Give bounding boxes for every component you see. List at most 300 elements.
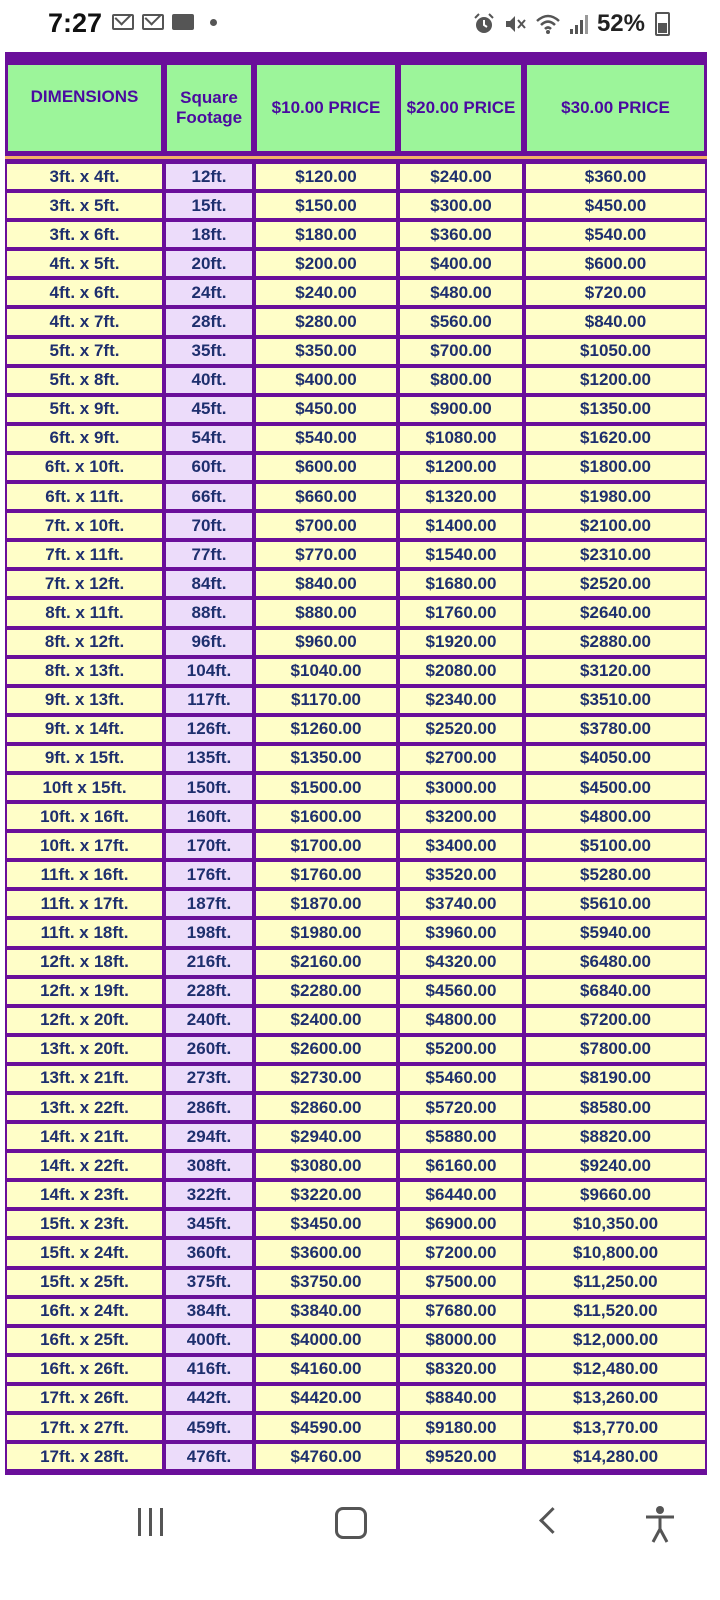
table-row: [5, 395, 707, 424]
table-row: [5, 249, 707, 278]
dimensions-cell: 4ft. x 5ft.: [5, 249, 164, 278]
square-footage-cell: 35ft.: [164, 337, 254, 366]
price-30-cell: $5280.00: [524, 860, 707, 889]
table-row: [5, 598, 707, 627]
price-30-cell: $2880.00: [524, 628, 707, 657]
price-20-cell: $1680.00: [398, 569, 524, 598]
price-30-cell: $7200.00: [524, 1006, 707, 1035]
price-30-cell: $2100.00: [524, 511, 707, 540]
price-20-cell: $240.00: [398, 162, 524, 191]
table-row: [5, 889, 707, 918]
square-footage-cell: 416ft.: [164, 1355, 254, 1384]
dimensions-cell: 13ft. x 21ft.: [5, 1064, 164, 1093]
table-row: [5, 715, 707, 744]
table-row: [5, 278, 707, 307]
table-row: [5, 1064, 707, 1093]
dimensions-cell: 12ft. x 20ft.: [5, 1006, 164, 1035]
price-30-cell: $4800.00: [524, 802, 707, 831]
dimensions-cell: 14ft. x 22ft.: [5, 1151, 164, 1180]
price-10-cell: $3750.00: [254, 1268, 398, 1297]
table-row: [5, 220, 707, 249]
dimensions-cell: 7ft. x 12ft.: [5, 569, 164, 598]
dimensions-cell: 15ft. x 25ft.: [5, 1268, 164, 1297]
dimensions-cell: 9ft. x 15ft.: [5, 744, 164, 773]
table-body: [5, 154, 707, 1471]
price-20-cell: $900.00: [398, 395, 524, 424]
table-row: [5, 511, 707, 540]
dimensions-cell: 16ft. x 24ft.: [5, 1297, 164, 1326]
price-20-cell: $5720.00: [398, 1093, 524, 1122]
table-row: [5, 1151, 707, 1180]
price-10-cell: $1350.00: [254, 744, 398, 773]
price-20-cell: $2340.00: [398, 686, 524, 715]
dimensions-cell: 6ft. x 10ft.: [5, 453, 164, 482]
price-10-cell: $1700.00: [254, 831, 398, 860]
price-10-cell: $700.00: [254, 511, 398, 540]
table-row: [5, 337, 707, 366]
price-20-cell: $2080.00: [398, 657, 524, 686]
square-footage-cell: 170ft.: [164, 831, 254, 860]
price-30-cell: $1800.00: [524, 453, 707, 482]
price-10-cell: $1260.00: [254, 715, 398, 744]
square-footage-cell: 104ft.: [164, 657, 254, 686]
price-30-cell: $3120.00: [524, 657, 707, 686]
price-20-cell: $4560.00: [398, 977, 524, 1006]
price-table-container: [5, 52, 707, 1475]
dimensions-cell: 5ft. x 9ft.: [5, 395, 164, 424]
square-footage-cell: 375ft.: [164, 1268, 254, 1297]
square-footage-cell: 240ft.: [164, 1006, 254, 1035]
price-10-cell: $4000.00: [254, 1326, 398, 1355]
square-footage-cell: 187ft.: [164, 889, 254, 918]
square-footage-cell: 96ft.: [164, 628, 254, 657]
dimensions-cell: 10ft x 15ft.: [5, 773, 164, 802]
price-30-cell: $11,250.00: [524, 1268, 707, 1297]
table-row: [5, 918, 707, 947]
table-row: [5, 1268, 707, 1297]
price-30-cell: $5100.00: [524, 831, 707, 860]
wifi-icon: [535, 13, 561, 35]
dimensions-cell: 11ft. x 16ft.: [5, 860, 164, 889]
square-footage-cell: 18ft.: [164, 220, 254, 249]
dimensions-cell: 7ft. x 10ft.: [5, 511, 164, 540]
price-20-cell: $6160.00: [398, 1151, 524, 1180]
back-icon[interactable]: [539, 1507, 566, 1534]
status-time: 7:27: [48, 8, 103, 38]
price-30-cell: $12,480.00: [524, 1355, 707, 1384]
dimensions-cell: 17ft. x 26ft.: [5, 1384, 164, 1413]
dimensions-cell: 17ft. x 28ft.: [5, 1442, 164, 1471]
table-row: [5, 1297, 707, 1326]
price-10-cell: $540.00: [254, 424, 398, 453]
price-30-cell: $1620.00: [524, 424, 707, 453]
table-row: [5, 628, 707, 657]
signal-icon: [569, 13, 589, 35]
dimensions-cell: 5ft. x 8ft.: [5, 366, 164, 395]
dimensions-cell: 12ft. x 18ft.: [5, 948, 164, 977]
price-10-cell: $2160.00: [254, 948, 398, 977]
table-row: [5, 831, 707, 860]
square-footage-cell: 70ft.: [164, 511, 254, 540]
square-footage-cell: 45ft.: [164, 395, 254, 424]
price-20-cell: $6900.00: [398, 1209, 524, 1238]
price-20-cell: $2700.00: [398, 744, 524, 773]
square-footage-cell: 126ft.: [164, 715, 254, 744]
table-row: [5, 1006, 707, 1035]
price-table: [5, 62, 707, 1471]
square-footage-cell: 260ft.: [164, 1035, 254, 1064]
table-row: [5, 569, 707, 598]
table-row: [5, 1442, 707, 1471]
header-dimensions: DIMENSIONS: [5, 62, 164, 154]
square-footage-cell: 20ft.: [164, 249, 254, 278]
notification-icons: [112, 14, 217, 30]
price-20-cell: $4320.00: [398, 948, 524, 977]
square-footage-cell: 150ft.: [164, 773, 254, 802]
price-30-cell: $12,000.00: [524, 1326, 707, 1355]
price-10-cell: $1760.00: [254, 860, 398, 889]
price-30-cell: $10,800.00: [524, 1238, 707, 1267]
price-30-cell: $720.00: [524, 278, 707, 307]
price-10-cell: $1870.00: [254, 889, 398, 918]
price-10-cell: $3450.00: [254, 1209, 398, 1238]
price-20-cell: $1320.00: [398, 482, 524, 511]
dimensions-cell: 4ft. x 7ft.: [5, 307, 164, 336]
square-footage-cell: 228ft.: [164, 977, 254, 1006]
table-row: [5, 482, 707, 511]
price-10-cell: $1040.00: [254, 657, 398, 686]
dimensions-cell: 5ft. x 7ft.: [5, 337, 164, 366]
email-icon: [172, 14, 194, 30]
table-row: [5, 424, 707, 453]
price-30-cell: $13,770.00: [524, 1413, 707, 1442]
price-30-cell: $1050.00: [524, 337, 707, 366]
price-30-cell: $6480.00: [524, 948, 707, 977]
table-row: [5, 1238, 707, 1267]
dimensions-cell: 11ft. x 18ft.: [5, 918, 164, 947]
square-footage-cell: 176ft.: [164, 860, 254, 889]
table-row: [5, 948, 707, 977]
dimensions-cell: 8ft. x 12ft.: [5, 628, 164, 657]
price-20-cell: $7680.00: [398, 1297, 524, 1326]
gmail-icon: [142, 14, 164, 30]
square-footage-cell: 15ft.: [164, 191, 254, 220]
dimensions-cell: 7ft. x 11ft.: [5, 540, 164, 569]
price-10-cell: $4160.00: [254, 1355, 398, 1384]
price-20-cell: $400.00: [398, 249, 524, 278]
square-footage-cell: 273ft.: [164, 1064, 254, 1093]
dimensions-cell: 15ft. x 24ft.: [5, 1238, 164, 1267]
battery-icon: [655, 12, 670, 36]
price-10-cell: $1600.00: [254, 802, 398, 831]
price-30-cell: $13,260.00: [524, 1384, 707, 1413]
navigation-bar: [0, 1475, 720, 1600]
price-10-cell: $280.00: [254, 307, 398, 336]
square-footage-cell: 459ft.: [164, 1413, 254, 1442]
price-20-cell: $6440.00: [398, 1180, 524, 1209]
price-10-cell: $4420.00: [254, 1384, 398, 1413]
table-row: [5, 860, 707, 889]
price-10-cell: $3080.00: [254, 1151, 398, 1180]
price-30-cell: $10,350.00: [524, 1209, 707, 1238]
price-10-cell: $2600.00: [254, 1035, 398, 1064]
price-10-cell: $880.00: [254, 598, 398, 627]
price-20-cell: $360.00: [398, 220, 524, 249]
dimensions-cell: 8ft. x 11ft.: [5, 598, 164, 627]
price-30-cell: $5610.00: [524, 889, 707, 918]
table-row: [5, 1122, 707, 1151]
price-30-cell: $8820.00: [524, 1122, 707, 1151]
table-row: [5, 744, 707, 773]
square-footage-cell: 60ft.: [164, 453, 254, 482]
price-10-cell: $4760.00: [254, 1442, 398, 1471]
price-10-cell: $240.00: [254, 278, 398, 307]
dimensions-cell: 6ft. x 9ft.: [5, 424, 164, 453]
table-row: [5, 1384, 707, 1413]
price-30-cell: $8190.00: [524, 1064, 707, 1093]
price-20-cell: $3200.00: [398, 802, 524, 831]
price-30-cell: $7800.00: [524, 1035, 707, 1064]
table-row: [5, 1093, 707, 1122]
price-20-cell: $9520.00: [398, 1442, 524, 1471]
price-30-cell: $11,520.00: [524, 1297, 707, 1326]
square-footage-cell: 442ft.: [164, 1384, 254, 1413]
price-20-cell: $8840.00: [398, 1384, 524, 1413]
price-30-cell: $360.00: [524, 162, 707, 191]
price-10-cell: $1170.00: [254, 686, 398, 715]
price-30-cell: $2520.00: [524, 569, 707, 598]
notification-dot-icon: [210, 19, 217, 26]
table-row: [5, 540, 707, 569]
price-10-cell: $450.00: [254, 395, 398, 424]
table-row: [5, 773, 707, 802]
table-row: [5, 453, 707, 482]
price-10-cell: $120.00: [254, 162, 398, 191]
price-10-cell: $2400.00: [254, 1006, 398, 1035]
price-20-cell: $1080.00: [398, 424, 524, 453]
table-row: [5, 802, 707, 831]
square-footage-cell: 384ft.: [164, 1297, 254, 1326]
header-price-30: $30.00 PRICE: [524, 62, 707, 154]
price-20-cell: $1200.00: [398, 453, 524, 482]
price-20-cell: $7500.00: [398, 1268, 524, 1297]
price-20-cell: $560.00: [398, 307, 524, 336]
table-row: [5, 191, 707, 220]
price-30-cell: $3780.00: [524, 715, 707, 744]
price-30-cell: $9660.00: [524, 1180, 707, 1209]
separator-cell: [5, 154, 707, 162]
price-20-cell: $800.00: [398, 366, 524, 395]
square-footage-cell: 88ft.: [164, 598, 254, 627]
square-footage-cell: 117ft.: [164, 686, 254, 715]
price-30-cell: $6840.00: [524, 977, 707, 1006]
dimensions-cell: 4ft. x 6ft.: [5, 278, 164, 307]
price-20-cell: $8320.00: [398, 1355, 524, 1384]
dimensions-cell: 15ft. x 23ft.: [5, 1209, 164, 1238]
dimensions-cell: 12ft. x 19ft.: [5, 977, 164, 1006]
price-30-cell: $540.00: [524, 220, 707, 249]
dimensions-cell: 13ft. x 20ft.: [5, 1035, 164, 1064]
accessibility-icon[interactable]: [644, 1505, 676, 1543]
price-20-cell: $1540.00: [398, 540, 524, 569]
gmail-icon: [112, 14, 134, 30]
price-30-cell: $9240.00: [524, 1151, 707, 1180]
price-20-cell: $1400.00: [398, 511, 524, 540]
price-30-cell: $14,280.00: [524, 1442, 707, 1471]
square-footage-cell: 308ft.: [164, 1151, 254, 1180]
price-10-cell: $400.00: [254, 366, 398, 395]
mute-icon: [503, 13, 527, 35]
dimensions-cell: 10ft. x 17ft.: [5, 831, 164, 860]
price-30-cell: $600.00: [524, 249, 707, 278]
square-footage-cell: 24ft.: [164, 278, 254, 307]
square-footage-cell: 360ft.: [164, 1238, 254, 1267]
price-10-cell: $4590.00: [254, 1413, 398, 1442]
price-30-cell: $4500.00: [524, 773, 707, 802]
square-footage-cell: 286ft.: [164, 1093, 254, 1122]
price-10-cell: $1980.00: [254, 918, 398, 947]
price-20-cell: $3520.00: [398, 860, 524, 889]
price-30-cell: $4050.00: [524, 744, 707, 773]
table-row: [5, 1326, 707, 1355]
square-footage-cell: 84ft.: [164, 569, 254, 598]
status-bar: [0, 0, 720, 52]
price-10-cell: $2860.00: [254, 1093, 398, 1122]
price-10-cell: $2730.00: [254, 1064, 398, 1093]
price-20-cell: $5880.00: [398, 1122, 524, 1151]
square-footage-cell: 322ft.: [164, 1180, 254, 1209]
table-row: [5, 657, 707, 686]
price-10-cell: $3600.00: [254, 1238, 398, 1267]
price-10-cell: $350.00: [254, 337, 398, 366]
square-footage-cell: 476ft.: [164, 1442, 254, 1471]
dimensions-cell: 3ft. x 4ft.: [5, 162, 164, 191]
price-20-cell: $3960.00: [398, 918, 524, 947]
price-20-cell: $300.00: [398, 191, 524, 220]
price-10-cell: $3840.00: [254, 1297, 398, 1326]
table-row: [5, 686, 707, 715]
header-square-footage: Square Footage: [164, 62, 254, 154]
square-footage-cell: 12ft.: [164, 162, 254, 191]
square-footage-cell: 294ft.: [164, 1122, 254, 1151]
price-20-cell: $9180.00: [398, 1413, 524, 1442]
price-20-cell: $3000.00: [398, 773, 524, 802]
dimensions-cell: 3ft. x 5ft.: [5, 191, 164, 220]
price-30-cell: $840.00: [524, 307, 707, 336]
dimensions-cell: 11ft. x 17ft.: [5, 889, 164, 918]
header-separator: [5, 154, 707, 162]
price-10-cell: $150.00: [254, 191, 398, 220]
price-30-cell: $2640.00: [524, 598, 707, 627]
price-20-cell: $3740.00: [398, 889, 524, 918]
table-row: [5, 1209, 707, 1238]
square-footage-cell: 400ft.: [164, 1326, 254, 1355]
square-footage-cell: 28ft.: [164, 307, 254, 336]
price-30-cell: $1350.00: [524, 395, 707, 424]
table-row: [5, 1035, 707, 1064]
square-footage-cell: 198ft.: [164, 918, 254, 947]
price-20-cell: $5200.00: [398, 1035, 524, 1064]
square-footage-cell: 77ft.: [164, 540, 254, 569]
dimensions-cell: 14ft. x 23ft.: [5, 1180, 164, 1209]
price-10-cell: $770.00: [254, 540, 398, 569]
dimensions-cell: 16ft. x 25ft.: [5, 1326, 164, 1355]
price-10-cell: $200.00: [254, 249, 398, 278]
dimensions-cell: 3ft. x 6ft.: [5, 220, 164, 249]
price-20-cell: $8000.00: [398, 1326, 524, 1355]
system-icons: [473, 10, 670, 38]
table-row: [5, 307, 707, 336]
price-30-cell: $1200.00: [524, 366, 707, 395]
price-20-cell: $1760.00: [398, 598, 524, 627]
price-10-cell: $2940.00: [254, 1122, 398, 1151]
price-10-cell: $960.00: [254, 628, 398, 657]
dimensions-cell: 9ft. x 14ft.: [5, 715, 164, 744]
table-row: [5, 1180, 707, 1209]
price-20-cell: $2520.00: [398, 715, 524, 744]
price-10-cell: $660.00: [254, 482, 398, 511]
header-price-10: $10.00 PRICE: [254, 62, 398, 154]
table-row: [5, 162, 707, 191]
table-row: [5, 1355, 707, 1384]
recent-apps-icon[interactable]: [138, 1508, 163, 1536]
dimensions-cell: 9ft. x 13ft.: [5, 686, 164, 715]
square-footage-cell: 66ft.: [164, 482, 254, 511]
price-20-cell: $480.00: [398, 278, 524, 307]
price-30-cell: $450.00: [524, 191, 707, 220]
square-footage-cell: 216ft.: [164, 948, 254, 977]
home-icon[interactable]: [335, 1507, 367, 1539]
dimensions-cell: 17ft. x 27ft.: [5, 1413, 164, 1442]
price-30-cell: $8580.00: [524, 1093, 707, 1122]
square-footage-cell: 135ft.: [164, 744, 254, 773]
alarm-icon: [473, 13, 495, 35]
dimensions-cell: 14ft. x 21ft.: [5, 1122, 164, 1151]
price-30-cell: $5940.00: [524, 918, 707, 947]
square-footage-cell: 345ft.: [164, 1209, 254, 1238]
table-row: [5, 1413, 707, 1442]
header-price-20: $20.00 PRICE: [398, 62, 524, 154]
price-10-cell: $600.00: [254, 453, 398, 482]
price-20-cell: $3400.00: [398, 831, 524, 860]
price-20-cell: $7200.00: [398, 1238, 524, 1267]
dimensions-cell: 10ft. x 16ft.: [5, 802, 164, 831]
price-10-cell: $1500.00: [254, 773, 398, 802]
dimensions-cell: 13ft. x 22ft.: [5, 1093, 164, 1122]
price-10-cell: $840.00: [254, 569, 398, 598]
battery-percent: 52%: [596, 10, 645, 37]
dimensions-cell: 16ft. x 26ft.: [5, 1355, 164, 1384]
dimensions-cell: 8ft. x 13ft.: [5, 657, 164, 686]
price-10-cell: $3220.00: [254, 1180, 398, 1209]
price-30-cell: $2310.00: [524, 540, 707, 569]
table-row: [5, 366, 707, 395]
price-20-cell: $1920.00: [398, 628, 524, 657]
square-footage-cell: 160ft.: [164, 802, 254, 831]
table-row: [5, 977, 707, 1006]
price-30-cell: $3510.00: [524, 686, 707, 715]
dimensions-cell: 6ft. x 11ft.: [5, 482, 164, 511]
price-10-cell: $180.00: [254, 220, 398, 249]
square-footage-cell: 40ft.: [164, 366, 254, 395]
header-row: [5, 62, 707, 154]
price-20-cell: $4800.00: [398, 1006, 524, 1035]
square-footage-cell: 54ft.: [164, 424, 254, 453]
price-20-cell: $700.00: [398, 337, 524, 366]
price-30-cell: $1980.00: [524, 482, 707, 511]
separator-line: [5, 156, 707, 159]
price-10-cell: $2280.00: [254, 977, 398, 1006]
